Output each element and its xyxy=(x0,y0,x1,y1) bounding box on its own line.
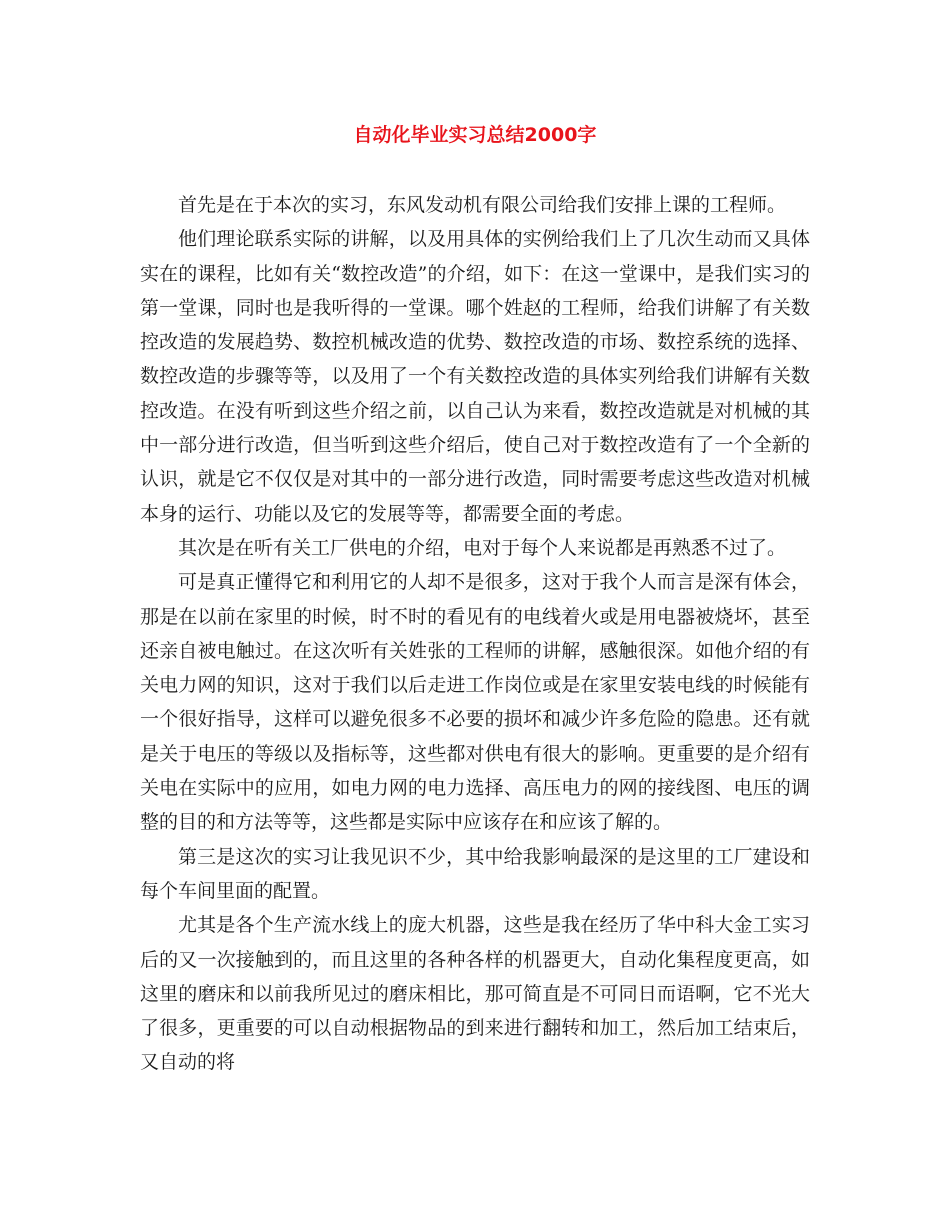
document-title: 自动化毕业实习总结2000字 xyxy=(353,124,597,146)
paragraph: 可是真正懂得它和利用它的人却不是很多，这对于我个人而言是深有体会，那是在以前在家里的时候，时不时的看见有的电线着火或是用电器被烧坏，甚至还亲自被电触过。在这次听有关姓张的工程师的讲解，感触很深。如他介绍的有关电力网的知识，这对于我们以后走进工作岗位或是在家里安装电线的时候能有一个很好指导，这样可以避免很多不必要的损坏和减少许多危险的隐患。还有就是关于电压的等级以及指标等，这些都对供电有很大的影响。更重要的是介绍有关电在实际中的应用，如电力网的电力选择、高压电力的网的接线图、电压的调整的目的和方法等等，这些都是实际中应该存在和应该了解的。 xyxy=(140,571,810,834)
paragraph: 其次是在听有关工厂供电的介绍，电对于每个人来说都是再熟悉不过了。 xyxy=(178,536,787,559)
paragraph: 首先是在于本次的实习，东风发动机有限公司给我们安排上课的工程师。 xyxy=(178,194,787,216)
paragraph: 他们理论联系实际的讲解，以及用具体的实例给我们上了几次生动而又具体实在的课程，比如有关“数控改造”的介绍，如下：在这一堂课中，是我们实习的第一堂课，同时也是我听得的一堂课。哪个姓赵的工程师，给我们讲解了有关数控改造的发展趋势、数控机械改造的优势、数控改造的市场、数控系统的选择、数控改造的步骤等等，以及用了一个有关数控改造的具体实列给我们讲解有关数控改造。在没有听到这些介绍之前，以自己认为来看，数控改造就是对机械的其中一部分进行改造，但当听到这些介绍后，使自己对于数控改造有了一个全新的认识，就是它不仅仅是对其中的一部分进行改造，同时需要考虑这些改造对机械本身的运行、功能以及它的发展等等，都需要全面的考虑。 xyxy=(140,228,810,525)
document-body xyxy=(140,188,810,1080)
paragraph: 尤其是各个生产流水线上的庞大机器，这些是我在经历了华中科大金工实习后的又一次接触到的，而且这里的各种各样的机器更大，自动化集程度更高，如这里的磨床和以前我所见过的磨床相比，那可简直是不可同日而语啊，它不光大了很多，更重要的可以自动根据物品的到来进行翻转和加工，然后加工结束后，又自动的将 xyxy=(140,914,810,1074)
paragraph: 第三是这次的实习让我见识不少，其中给我影响最深的是这里的工厂建设和每个车间里面的配置。 xyxy=(140,845,810,902)
